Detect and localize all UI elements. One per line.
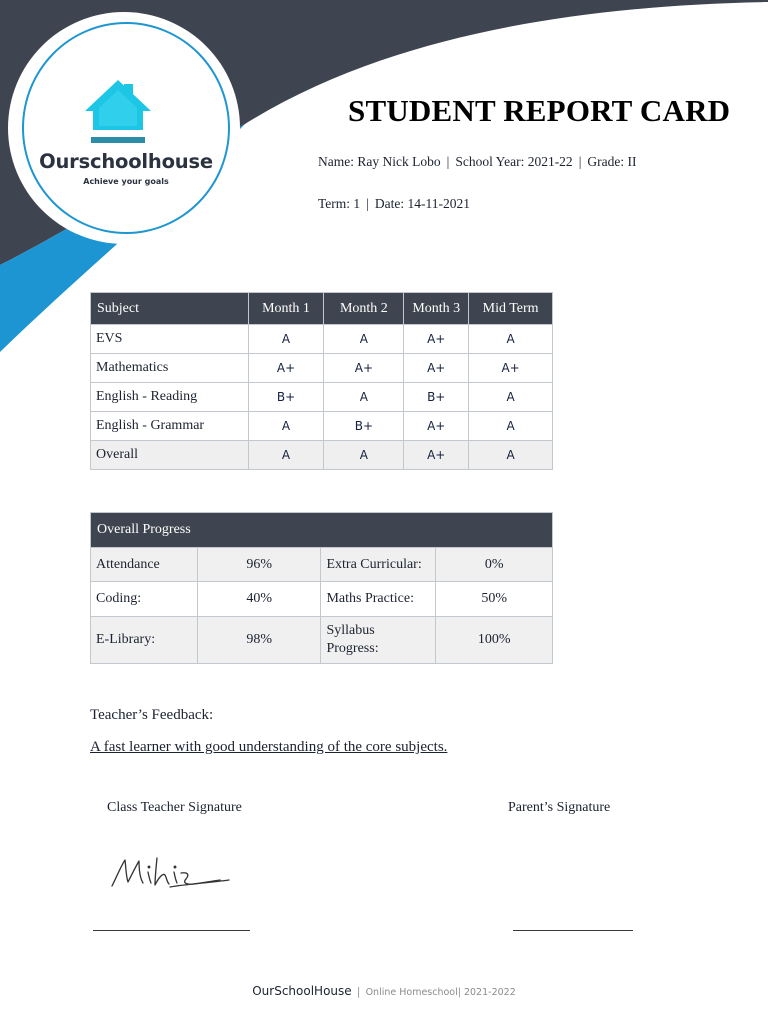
- house-icon: [85, 80, 151, 148]
- footer: [0, 980, 768, 999]
- progress-label: Coding:: [91, 582, 198, 617]
- table-row: [91, 325, 553, 354]
- progress-label: Maths Practice:: [321, 582, 436, 617]
- term: Term: 1: [318, 196, 361, 211]
- logo-tagline: Achieve your goals: [83, 177, 169, 186]
- grade-cell: A: [469, 412, 553, 441]
- progress-value: 0%: [436, 548, 553, 582]
- grade: Grade: II: [587, 154, 637, 169]
- parent-signature-line: [513, 930, 633, 931]
- grade-cell: A+: [469, 354, 553, 383]
- progress-table-title: Overall Progress: [91, 513, 553, 548]
- separator: |: [446, 154, 450, 169]
- subject-cell: Overall: [91, 441, 249, 470]
- progress-label: E-Library:: [91, 617, 198, 664]
- report-date: Date: 14-11-2021: [374, 196, 470, 211]
- progress-value: 50%: [436, 582, 553, 617]
- school-year: School Year: 2021-22: [455, 154, 573, 169]
- progress-value: 40%: [197, 582, 321, 617]
- table-row: [91, 412, 553, 441]
- logo-name: Ourschoolhouse: [39, 150, 213, 173]
- grades-header-row: [91, 293, 553, 325]
- teacher-signature-label: Class Teacher Signature: [107, 800, 242, 815]
- grade-cell: A+: [404, 325, 469, 354]
- grades-table: [90, 292, 553, 470]
- grade-cell: A: [248, 441, 324, 470]
- column-header-month-2: Month 2: [324, 293, 404, 325]
- grade-cell: A: [324, 325, 404, 354]
- grade-cell: A+: [404, 354, 469, 383]
- separator: |: [366, 196, 369, 211]
- progress-value: 98%: [197, 617, 321, 664]
- progress-label: Syllabus Progress:: [321, 617, 436, 664]
- grade-cell: B+: [404, 383, 469, 412]
- table-row: [91, 383, 553, 412]
- table-row: [91, 354, 553, 383]
- footer-subtitle: Online Homeschool| 2021-2022: [365, 987, 516, 998]
- student-name: Name: Ray Nick Lobo: [318, 154, 441, 169]
- subject-cell: EVS: [91, 325, 249, 354]
- overall-row: [91, 441, 553, 470]
- subject-cell: English - Reading: [91, 383, 249, 412]
- grade-cell: A: [469, 441, 553, 470]
- feedback-label: Teacher’s Feedback:: [90, 707, 214, 723]
- footer-brand: OurSchoolHouse: [252, 984, 352, 998]
- column-header-month-3: Month 3: [404, 293, 469, 325]
- teacher-signature: [108, 852, 233, 894]
- grade-cell: A: [469, 383, 553, 412]
- separator: |: [578, 154, 582, 169]
- grade-cell: A: [248, 412, 324, 441]
- teacher-signature-line: [93, 930, 250, 931]
- subject-cell: Mathematics: [91, 354, 249, 383]
- grade-cell: A: [248, 325, 324, 354]
- table-row: [91, 548, 553, 582]
- page-title: STUDENT REPORT CARD: [348, 93, 731, 128]
- grade-cell: A: [469, 325, 553, 354]
- term-info-line: [318, 196, 470, 212]
- table-row: [91, 582, 553, 617]
- column-header-month-1: Month 1: [248, 293, 324, 325]
- grade-cell: A: [324, 383, 404, 412]
- grade-cell: B+: [324, 412, 404, 441]
- student-info-line: [318, 154, 637, 170]
- progress-value: 100%: [436, 617, 553, 664]
- progress-table: [90, 512, 553, 664]
- footer-separator: |: [356, 985, 361, 998]
- subject-cell: English - Grammar: [91, 412, 249, 441]
- progress-value: 96%: [197, 548, 321, 582]
- parent-signature-label: Parent’s Signature: [508, 800, 611, 815]
- school-logo: [22, 22, 230, 234]
- grade-cell: A+: [404, 441, 469, 470]
- grade-cell: A+: [404, 412, 469, 441]
- table-row: [91, 617, 553, 664]
- progress-label: Attendance: [91, 548, 198, 582]
- progress-label: Extra Curricular:: [321, 548, 436, 582]
- column-header-subject: Subject: [91, 293, 249, 325]
- grade-cell: A+: [248, 354, 324, 383]
- grade-cell: A: [324, 441, 404, 470]
- grade-cell: A+: [324, 354, 404, 383]
- grade-cell: B+: [248, 383, 324, 412]
- column-header-mid-term: Mid Term: [469, 293, 553, 325]
- feedback-text: A fast learner with good understanding of the core subjects.: [90, 739, 448, 755]
